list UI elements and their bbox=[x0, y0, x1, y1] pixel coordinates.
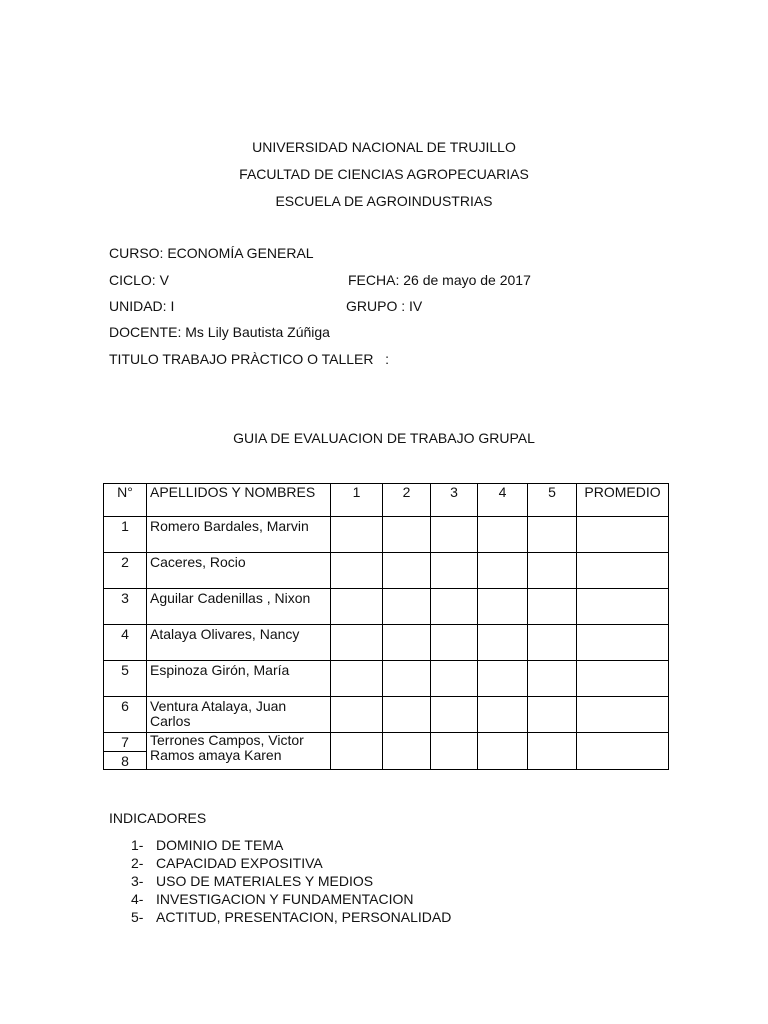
list-item bbox=[109, 854, 451, 872]
item-number: 5- bbox=[131, 909, 144, 925]
list-item bbox=[109, 872, 451, 890]
guide-title: GUIA DE EVALUACION DE TRABAJO GRUPAL bbox=[233, 430, 535, 446]
score-cell[interactable] bbox=[331, 625, 383, 661]
score-cell[interactable] bbox=[331, 517, 383, 553]
score-cell[interactable] bbox=[528, 517, 577, 553]
score-cell[interactable] bbox=[331, 553, 383, 589]
student-names-combined bbox=[147, 733, 331, 770]
average-cell[interactable] bbox=[577, 661, 669, 697]
row-number: 3 bbox=[104, 589, 147, 625]
score-cell[interactable] bbox=[431, 553, 478, 589]
score-cell[interactable] bbox=[431, 733, 478, 770]
score-cell[interactable] bbox=[478, 733, 528, 770]
header-criterion-4: 4 bbox=[478, 484, 528, 517]
university-name: UNIVERSIDAD NACIONAL DE TRUJILLO bbox=[252, 139, 516, 155]
student-name: Romero Bardales, Marvin bbox=[147, 517, 331, 553]
score-cell[interactable] bbox=[431, 661, 478, 697]
row-number: 6 bbox=[104, 697, 147, 733]
score-cell[interactable] bbox=[478, 517, 528, 553]
date-line: FECHA: 26 de mayo de 2017 bbox=[348, 272, 531, 288]
list-item bbox=[109, 908, 451, 926]
average-cell[interactable] bbox=[577, 553, 669, 589]
list-item bbox=[109, 836, 451, 854]
header-criterion-2: 2 bbox=[383, 484, 431, 517]
header-criterion-1: 1 bbox=[331, 484, 383, 517]
item-text: INVESTIGACION Y FUNDAMENTACION bbox=[156, 891, 414, 907]
work-title-line: TITULO TRABAJO PRÀCTICO O TALLER : bbox=[109, 351, 390, 367]
score-cell[interactable] bbox=[431, 625, 478, 661]
row-number-split bbox=[104, 733, 147, 770]
item-text: ACTITUD, PRESENTACION, PERSONALIDAD bbox=[156, 909, 452, 925]
cycle-line: CICLO: V bbox=[109, 272, 169, 288]
score-cell[interactable] bbox=[383, 733, 431, 770]
average-cell[interactable] bbox=[577, 517, 669, 553]
score-cell[interactable] bbox=[431, 589, 478, 625]
average-cell[interactable] bbox=[577, 625, 669, 661]
row-number: 4 bbox=[104, 625, 147, 661]
score-cell[interactable] bbox=[478, 697, 528, 733]
table-row bbox=[104, 661, 669, 697]
student-name: Aguilar Cadenillas , Nixon bbox=[147, 589, 331, 625]
score-cell[interactable] bbox=[383, 661, 431, 697]
table-row bbox=[104, 697, 669, 733]
table-row bbox=[104, 733, 669, 770]
evaluation-table bbox=[103, 483, 669, 770]
header-criterion-5: 5 bbox=[528, 484, 577, 517]
row-number: 8 bbox=[121, 752, 129, 769]
row-number: 2 bbox=[104, 553, 147, 589]
student-name: Ventura Atalaya, Juan Carlos bbox=[147, 697, 331, 733]
table-row bbox=[104, 517, 669, 553]
table-row bbox=[104, 625, 669, 661]
item-number: 3- bbox=[131, 873, 144, 889]
school-name: ESCUELA DE AGROINDUSTRIAS bbox=[275, 193, 493, 209]
indicators-title: INDICADORES bbox=[109, 810, 207, 826]
row-number: 7 bbox=[104, 733, 146, 752]
student-name: Terrones Campos, Victor bbox=[150, 732, 304, 748]
average-cell[interactable] bbox=[577, 697, 669, 733]
item-number: 4- bbox=[131, 891, 144, 907]
student-name: Caceres, Rocio bbox=[147, 553, 331, 589]
score-cell[interactable] bbox=[431, 697, 478, 733]
score-cell[interactable] bbox=[528, 697, 577, 733]
average-cell[interactable] bbox=[577, 589, 669, 625]
list-item bbox=[109, 890, 451, 908]
score-cell[interactable] bbox=[478, 589, 528, 625]
indicators-list bbox=[109, 836, 451, 926]
course-line: CURSO: ECONOMÍA GENERAL bbox=[109, 245, 314, 261]
score-cell[interactable] bbox=[528, 661, 577, 697]
student-name: Atalaya Olivares, Nancy bbox=[147, 625, 331, 661]
table-row bbox=[104, 589, 669, 625]
score-cell[interactable] bbox=[478, 553, 528, 589]
student-name: Ramos amaya Karen bbox=[150, 747, 282, 763]
score-cell[interactable] bbox=[383, 589, 431, 625]
unit-line: UNIDAD: I bbox=[109, 298, 175, 314]
score-cell[interactable] bbox=[331, 661, 383, 697]
score-cell[interactable] bbox=[331, 589, 383, 625]
item-number: 1- bbox=[131, 837, 144, 853]
table-header-row bbox=[104, 484, 669, 517]
header-names: APELLIDOS Y NOMBRES bbox=[147, 484, 331, 517]
group-line: GRUPO : IV bbox=[346, 298, 423, 314]
score-cell[interactable] bbox=[383, 517, 431, 553]
item-text: DOMINIO DE TEMA bbox=[156, 837, 284, 853]
row-number: 5 bbox=[104, 661, 147, 697]
item-text: CAPACIDAD EXPOSITIVA bbox=[156, 855, 323, 871]
score-cell[interactable] bbox=[383, 697, 431, 733]
score-cell[interactable] bbox=[331, 733, 383, 770]
student-name: Espinoza Girón, María bbox=[147, 661, 331, 697]
header-criterion-3: 3 bbox=[431, 484, 478, 517]
row-number: 1 bbox=[104, 517, 147, 553]
header-average: PROMEDIO bbox=[577, 484, 669, 517]
item-number: 2- bbox=[131, 855, 144, 871]
score-cell[interactable] bbox=[528, 553, 577, 589]
score-cell[interactable] bbox=[331, 697, 383, 733]
score-cell[interactable] bbox=[528, 589, 577, 625]
table-row bbox=[104, 553, 669, 589]
header-number: N° bbox=[104, 484, 147, 517]
score-cell[interactable] bbox=[383, 625, 431, 661]
score-cell[interactable] bbox=[478, 661, 528, 697]
score-cell[interactable] bbox=[431, 517, 478, 553]
item-text: USO DE MATERIALES Y MEDIOS bbox=[156, 873, 374, 889]
average-cell[interactable] bbox=[577, 733, 669, 770]
score-cell[interactable] bbox=[383, 553, 431, 589]
score-cell[interactable] bbox=[528, 733, 577, 770]
teacher-line: DOCENTE: Ms Lily Bautista Zúñiga bbox=[109, 324, 330, 340]
faculty-name: FACULTAD DE CIENCIAS AGROPECUARIAS bbox=[239, 166, 529, 182]
score-cell[interactable] bbox=[528, 625, 577, 661]
score-cell[interactable] bbox=[478, 625, 528, 661]
